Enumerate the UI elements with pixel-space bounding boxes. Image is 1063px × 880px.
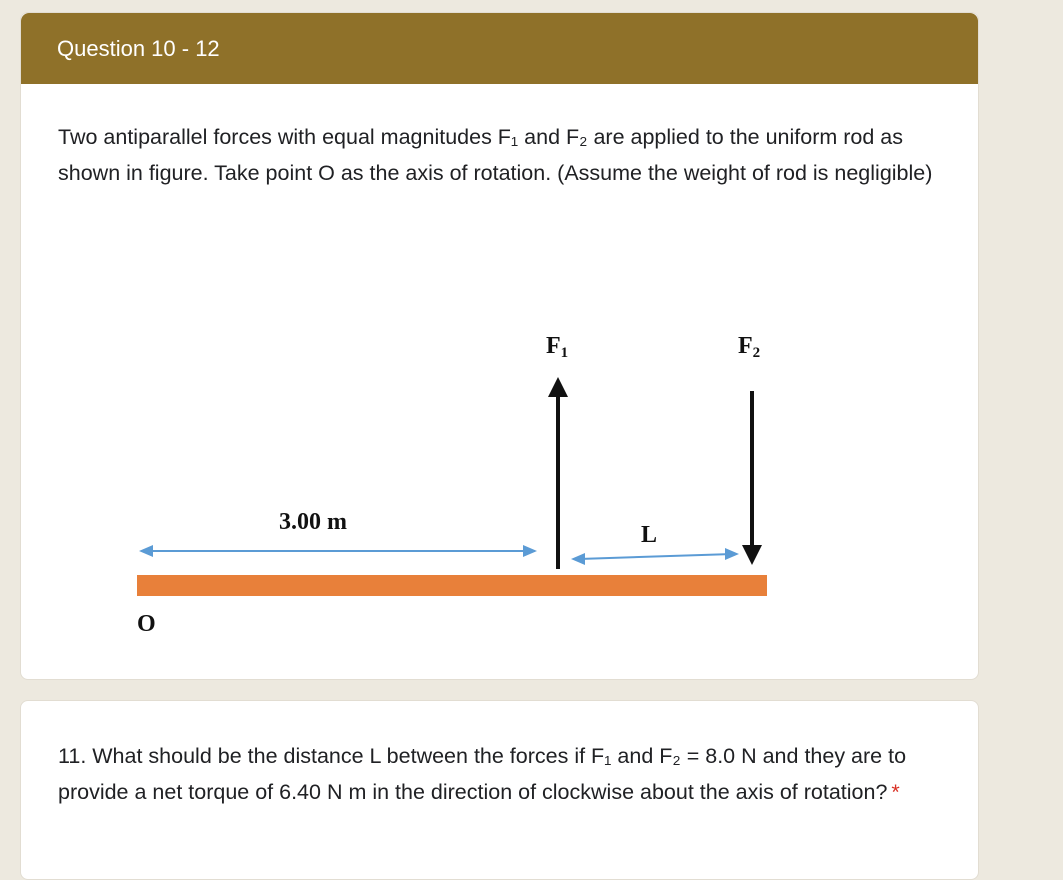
distance-label: 3.00 m: [279, 509, 347, 535]
f2-label: F2: [738, 333, 761, 361]
f2-arrow-head: [742, 545, 762, 565]
rod-figure: [21, 13, 979, 680]
f1-label: F1: [546, 333, 569, 361]
distance-arrow-right-head: [523, 545, 537, 557]
origin-label: O: [137, 611, 156, 637]
question-text: [58, 738, 953, 810]
distance-arrow-left-head: [139, 545, 153, 557]
f1-arrow-head: [548, 377, 568, 397]
L-arrow-right-head: [725, 548, 739, 560]
question-prompt: 11. What should be the distance L between the forces if F₁ and F₂ = 8.0 N and they are to provide a net torque of 6.40 N m in the direction of clockwise about the axis of rotation?: [58, 744, 907, 804]
L-arrow-left-head: [571, 553, 585, 565]
L-arrow: [579, 554, 733, 559]
required-asterisk: *: [891, 780, 900, 804]
section-title: Question 10 - 12: [21, 13, 978, 84]
rod: [137, 575, 767, 596]
section-description: Two antiparallel forces with equal magnitudes F₁ and F₂ are applied to the uniform rod as shown in figure. Take point O as the axis of rotation. (Assume the weight of rod is negligible): [58, 125, 933, 185]
section-card: [20, 12, 979, 680]
L-label: L: [641, 522, 658, 548]
question-card: [20, 700, 979, 880]
